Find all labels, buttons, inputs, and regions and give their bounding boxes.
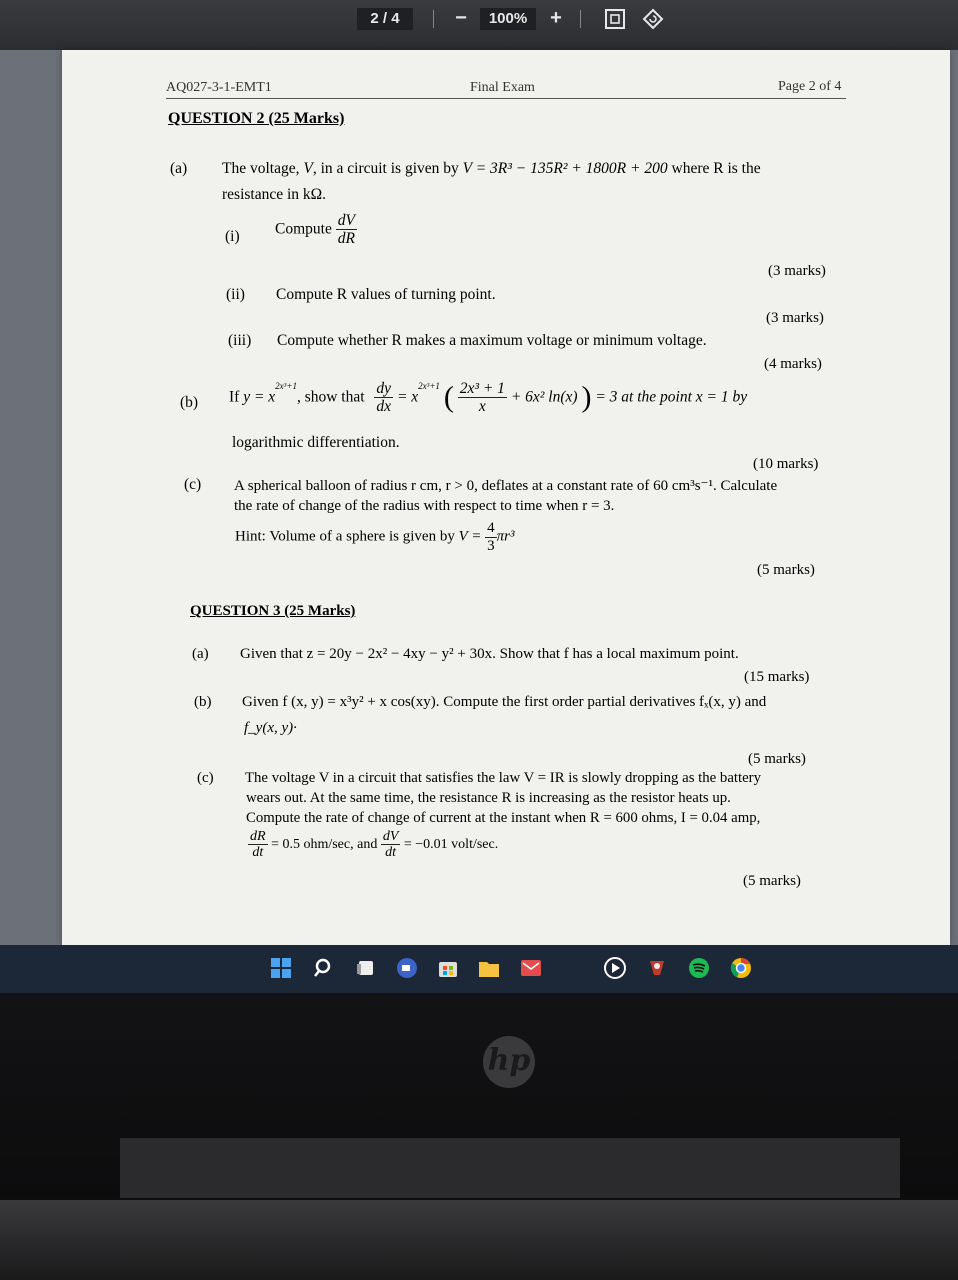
q2b-exponent-2: 2x³+1: [418, 381, 440, 392]
q2b-fraction: [458, 380, 507, 415]
toolbar-divider: [580, 10, 581, 28]
q2a-var: V: [303, 160, 313, 177]
q2ai-label: (i): [225, 228, 240, 245]
q3c-marks: (5 marks): [743, 873, 801, 889]
frac-num: dV: [337, 212, 355, 229]
hint-text: Hint: Volume of a sphere is given by: [235, 528, 455, 545]
frac-num: dy: [376, 380, 392, 397]
q2a-line2: resistance in kΩ.: [222, 186, 327, 203]
game-icon[interactable]: [646, 957, 668, 979]
q2c-hint: [235, 520, 514, 554]
frac-num: dR: [250, 829, 266, 844]
page-indicator[interactable]: [357, 8, 413, 30]
q3c-line4: [248, 829, 498, 861]
pdf-toolbar: [0, 0, 958, 50]
q2b-eq-x: = x: [396, 388, 419, 406]
q2b-exponent: 2x³+1: [275, 381, 297, 392]
q2b-line2: logarithmic differentiation.: [232, 434, 400, 451]
frac-den: dx: [376, 398, 392, 416]
q3a-label: (a): [192, 646, 209, 662]
q2b-label: (b): [180, 394, 199, 411]
frac-num: 4: [487, 520, 495, 536]
q3b-label: (b): [194, 694, 212, 710]
q2b-y: y = x: [243, 388, 276, 406]
q2a-text-post: where R is the: [667, 160, 761, 177]
search-icon[interactable]: [313, 957, 335, 979]
q2c-line1: A spherical balloon of radius r cm, r > 0, deflates at a constant rate of 60 cm³s⁻¹. Calculate: [234, 478, 778, 494]
laptop-base: [0, 1200, 958, 1280]
q2a-text-mid: , in a circuit is given by: [312, 160, 463, 177]
question-3-title: QUESTION 3 (25 Marks): [190, 603, 356, 619]
mail-icon[interactable]: [520, 957, 542, 979]
q3a-marks: (15 marks): [744, 669, 810, 685]
q3b-line2: f_y(x, y)·: [244, 720, 297, 736]
toolbar-divider: [433, 10, 434, 28]
page-current: 2: [370, 10, 379, 27]
task-view-icon[interactable]: [356, 957, 378, 979]
laptop-hinge: [120, 1138, 900, 1198]
fit-page-icon[interactable]: [602, 6, 628, 32]
windows-taskbar: [0, 945, 958, 993]
header-rule: [166, 98, 846, 99]
four-thirds-fraction: [485, 520, 497, 554]
file-explorer-icon[interactable]: [478, 957, 500, 979]
q3b-text: Given f (x, y) = x³y² + x cos(xy). Compute the first order partial derivatives fₓ(x, y) and: [242, 694, 767, 710]
q3c-line1: The voltage V in a circuit that satisfies the law V = IR is slowly dropping as the battery: [245, 770, 762, 786]
zoom-out-button[interactable]: −: [455, 7, 467, 29]
frac-den: dt: [252, 845, 264, 861]
q2b-show: , show that: [296, 388, 365, 406]
hint-tail: πr³: [496, 528, 515, 545]
q2b-if: If: [229, 388, 240, 406]
q2ai-marks: (3 marks): [768, 263, 826, 279]
left-paren: (: [443, 380, 454, 414]
dy-dx-fraction: [374, 380, 393, 415]
dr-dt-fraction: [248, 829, 268, 861]
frac-num: dV: [382, 829, 399, 844]
q2c-line2: the rate of change of the radius with respect to time when r = 3.: [234, 498, 615, 514]
store-icon[interactable]: [437, 957, 459, 979]
windows-start-icon[interactable]: [270, 957, 292, 979]
q2b-marks: (10 marks): [753, 456, 819, 472]
meet-icon[interactable]: [396, 957, 418, 979]
q2b-end: = 3 at the point x = 1 by: [595, 388, 748, 406]
q2b-tail: + 6x² ln(x): [510, 388, 578, 406]
page-sep: /: [382, 10, 388, 27]
frac-den: 3: [487, 537, 495, 554]
q2aiii-text: Compute whether R makes a maximum voltage or minimum voltage.: [277, 332, 707, 349]
q3c-mid: = 0.5 ohm/sec, and: [271, 836, 378, 852]
q2a-text: The voltage,: [222, 160, 304, 177]
course-code: AQ027-3-1-EMT1: [166, 80, 272, 95]
q3c-line2: wears out. At the same time, the resistance R is increasing as the resistor heats up.: [246, 790, 731, 806]
q2aii-label: (ii): [226, 286, 245, 303]
question-2-title: QUESTION 2 (25 Marks): [168, 110, 345, 127]
q2c-marks: (5 marks): [757, 562, 815, 578]
q2aii-text: Compute R values of turning point.: [276, 286, 496, 303]
q2c-label: (c): [184, 476, 202, 493]
q2aii-marks: (3 marks): [766, 310, 824, 326]
chrome-icon[interactable]: [730, 957, 752, 979]
q2a-equation: V = 3R³ − 135R² + 1800R + 200: [462, 160, 668, 177]
q2a-label: (a): [170, 160, 188, 177]
zoom-in-button[interactable]: +: [550, 7, 562, 29]
frac-den: x: [478, 398, 486, 416]
q2aiii-marks: (4 marks): [764, 356, 822, 372]
dv-dt-fraction: [381, 829, 401, 861]
frac-den: dt: [385, 845, 397, 861]
spotify-icon[interactable]: [688, 957, 710, 979]
q3c-end: = −0.01 volt/sec.: [403, 836, 499, 852]
dv-dr-fraction: [336, 212, 357, 247]
frac-den: dR: [337, 230, 355, 248]
q2a-line1: [222, 160, 761, 178]
exam-title: Final Exam: [470, 80, 535, 95]
frac-num: 2x³ + 1: [459, 380, 505, 397]
q3b-marks: (5 marks): [748, 751, 806, 767]
q2b-line1: [229, 380, 747, 415]
q3a-text: Given that z = 20y − 2x² − 4xy − y² + 30x. Show that f has a local maximum point.: [240, 646, 739, 662]
hp-logo: hp: [483, 1036, 535, 1088]
zoom-level[interactable]: 100%: [480, 8, 536, 30]
rotate-icon[interactable]: [640, 6, 666, 32]
page-number: Page 2 of 4: [778, 79, 842, 94]
right-paren: ): [581, 380, 592, 414]
q2aiii-label: (iii): [228, 332, 252, 349]
media-player-icon[interactable]: [604, 957, 626, 979]
hint-v: V =: [458, 528, 482, 545]
q2ai-text: Compute: [275, 220, 332, 238]
page-total: 4: [391, 10, 400, 27]
q2ai-line: [275, 212, 357, 247]
q3c-label: (c): [197, 770, 214, 786]
q3c-line3: Compute the rate of change of current at the instant when R = 600 ohms, I = 0.04 amp,: [246, 810, 761, 826]
